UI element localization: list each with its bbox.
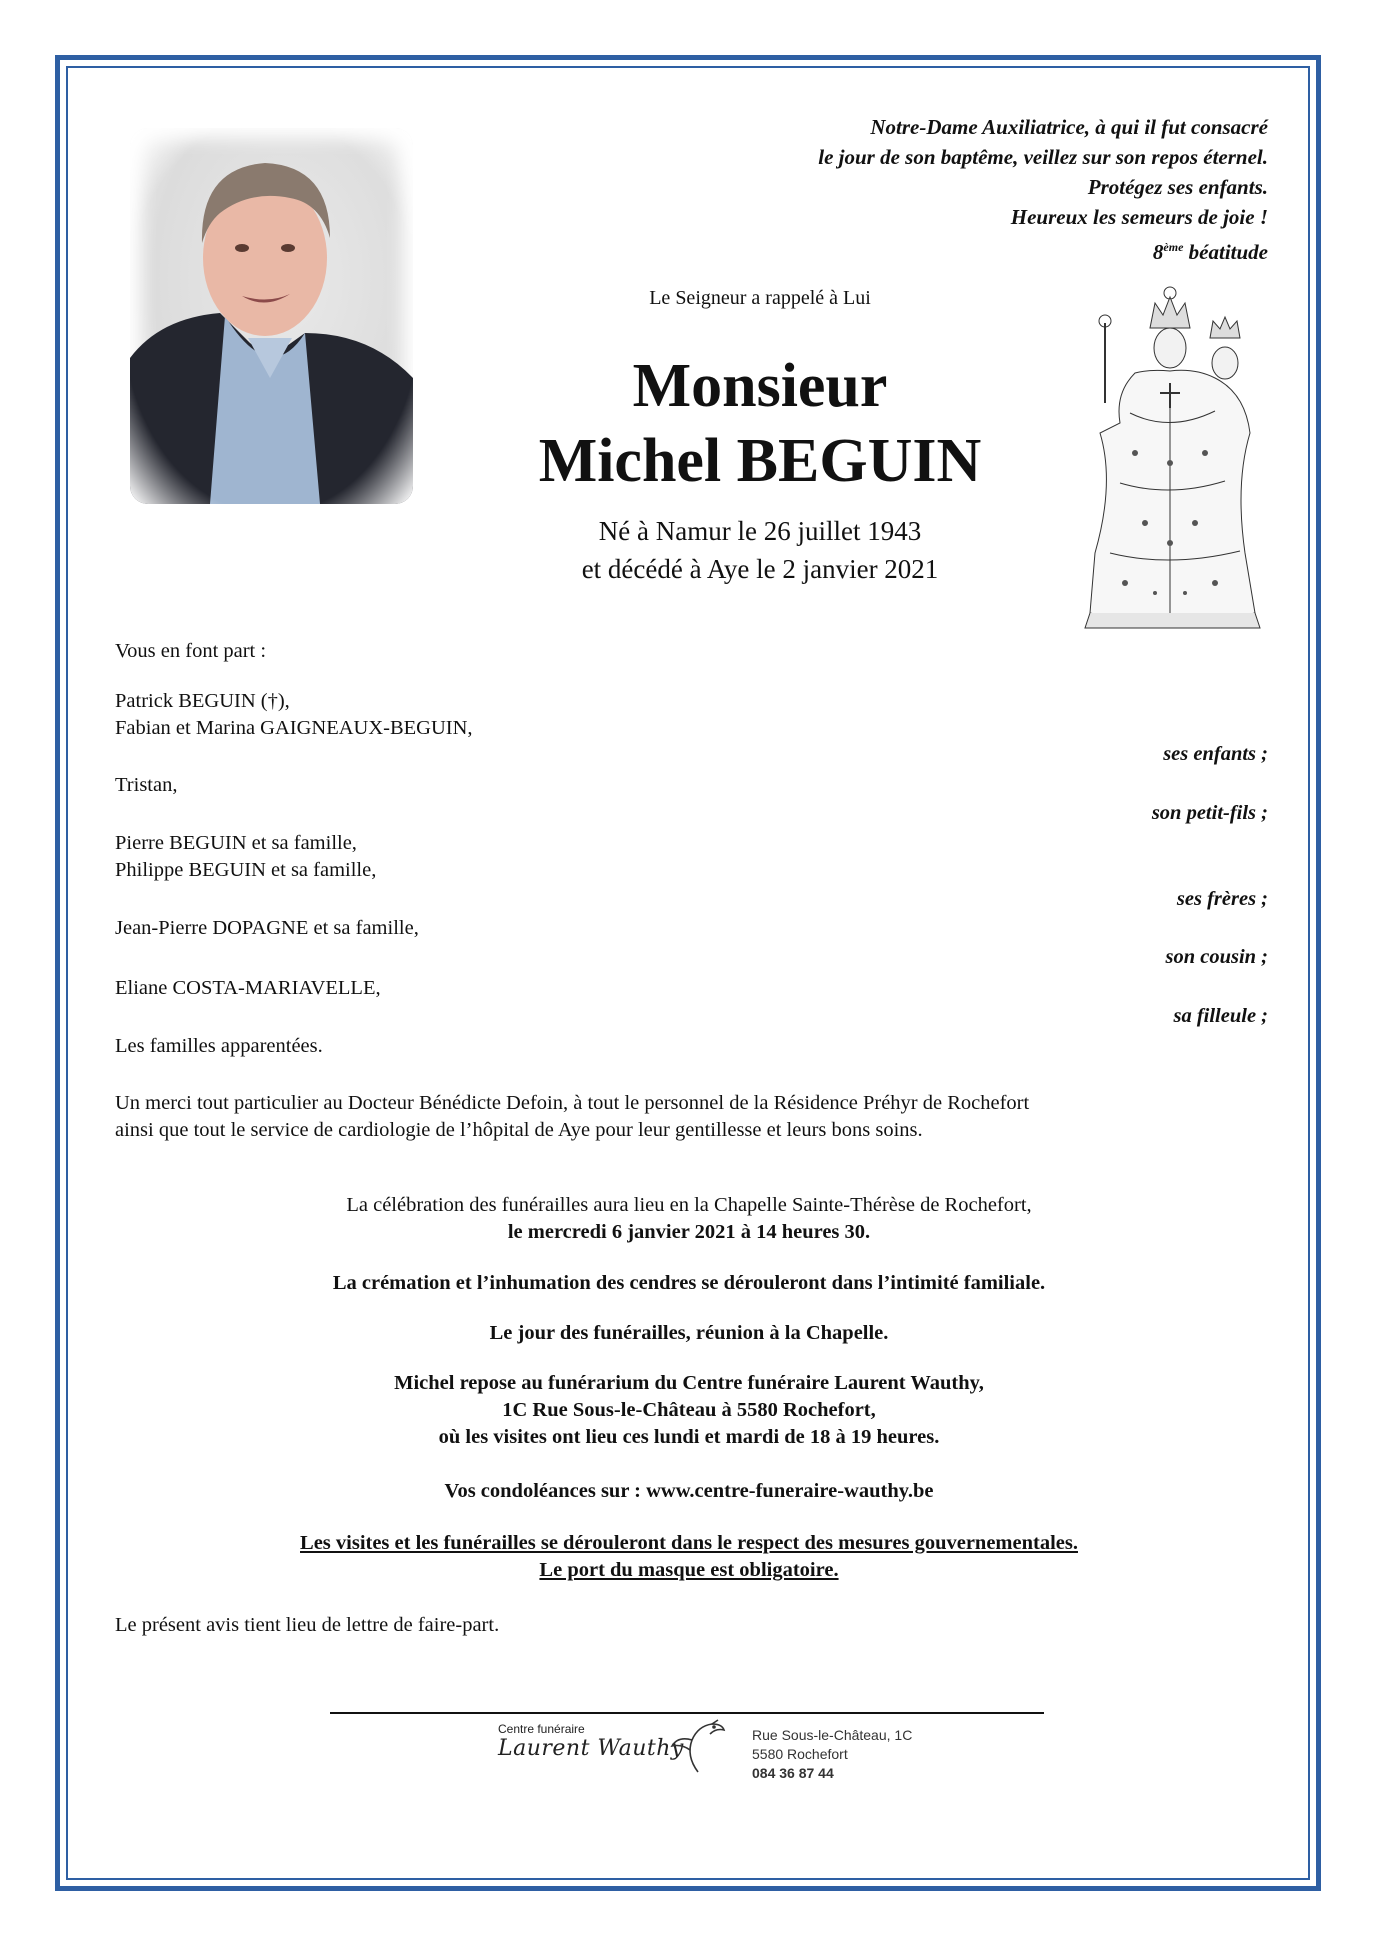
title-monsieur: Monsieur: [632, 352, 888, 420]
prayer-quote: [568, 112, 1268, 267]
family-name: Tristan,: [115, 774, 178, 796]
madonna-engraving: [1075, 283, 1265, 643]
quote-line: Heureux les semeurs de joie !: [1010, 205, 1268, 229]
rappel-text: Le Seigneur a rappelé à Lui: [649, 287, 871, 309]
condolences-info: Vos condoléances sur : www.centre-funeraire-wauthy.be: [444, 1480, 934, 1502]
address-city: 5580 Rochefort: [752, 1746, 848, 1762]
dove-icon: [668, 1716, 728, 1774]
family-name: Patrick BEGUIN (†),: [115, 690, 290, 712]
portrait-illustration: [130, 128, 413, 504]
family-group-grandson: [115, 772, 1268, 799]
birth-death-info: [440, 512, 1080, 588]
relation-label: son cousin ;: [1165, 946, 1268, 968]
logo-small-text: Centre funéraire: [498, 1722, 585, 1736]
covid-line: Le port du masque est obligatoire.: [539, 1559, 839, 1581]
funerarium-info: [110, 1370, 1268, 1451]
ceremony-date: le mercredi 6 janvier 2021 à 14 heures 30.: [507, 1221, 871, 1243]
covid-line: Les visites et les funérailles se dérouleront dans le respect des mesures gouvernementales.: [300, 1532, 1078, 1554]
family-group-children: [115, 688, 1268, 742]
thanks-line: ainsi que tout le service de cardiologie de l’hôpital de Aye pour leur gentillesse et leurs bons soins.: [115, 1119, 923, 1141]
portrait-photo: [130, 128, 413, 504]
ceremony-info: [110, 1192, 1268, 1246]
family-closing: Les familles apparentées.: [115, 1035, 323, 1057]
family-name: Fabian et Marina GAIGNEAUX-BEGUIN,: [115, 717, 473, 739]
logo-script-text: Laurent Wauthy: [498, 1736, 684, 1761]
faire-part-note: Le présent avis tient lieu de lettre de faire-part.: [115, 1614, 500, 1636]
funerarium-line: où les visites ont lieu ces lundi et mardi de 18 à 19 heures.: [438, 1426, 940, 1448]
funerarium-line: Michel repose au funérarium du Centre funéraire Laurent Wauthy,: [394, 1372, 984, 1394]
covid-notice: [110, 1530, 1268, 1584]
family-group-brothers: [115, 830, 1268, 884]
thanks-paragraph: [115, 1090, 1268, 1144]
quote-line: le jour de son baptême, veillez sur son repos éternel.: [818, 145, 1268, 169]
cremation-info: La crémation et l’inhumation des cendres se dérouleront dans l’intimité familiale.: [332, 1272, 1046, 1294]
quote-line: [568, 232, 1268, 267]
relation-label: ses enfants ;: [1163, 743, 1268, 765]
relation-label: son petit-fils ;: [1151, 802, 1268, 824]
reunion-info: Le jour des funérailles, réunion à la Chapelle.: [489, 1322, 889, 1344]
family-name: Pierre BEGUIN et sa famille,: [115, 832, 357, 854]
footer-line: [330, 1712, 1044, 1714]
family-name: Philippe BEGUIN et sa famille,: [115, 859, 377, 881]
quote-superscript: ème: [1163, 240, 1184, 254]
relation-label: ses frères ;: [1176, 888, 1268, 910]
birth-line: Né à Namur le 26 juillet 1943: [598, 516, 922, 546]
family-group-cousin: [115, 915, 1268, 942]
family-intro: Vous en font part :: [115, 640, 267, 662]
death-line: et décédé à Aye le 2 janvier 2021: [581, 554, 939, 584]
ceremony-line: La célébration des funérailles aura lieu en la Chapelle Sainte-Thérèse de Rochefort,: [346, 1194, 1032, 1216]
funeral-home-address: [752, 1726, 912, 1783]
quote-beatitude: béatitude: [1183, 240, 1268, 264]
family-group-goddaughter: [115, 975, 1268, 1002]
quote-line: Notre-Dame Auxiliatrice, à qui il fut consacré: [870, 115, 1268, 139]
address-street: Rue Sous-le-Château, 1C: [752, 1727, 913, 1743]
funerarium-line: 1C Rue Sous-le-Château à 5580 Rochefort,: [502, 1399, 876, 1421]
phone-number: 084 36 87 44: [752, 1765, 834, 1781]
title-name: Michel BEGUIN: [538, 427, 982, 495]
quote-line: Protégez ses enfants.: [1087, 175, 1268, 199]
family-name: Eliane COSTA-MARIAVELLE,: [115, 977, 381, 999]
funeral-home-logo: [498, 1722, 684, 1761]
relation-label: sa filleule ;: [1173, 1005, 1268, 1027]
family-name: Jean-Pierre DOPAGNE et sa famille,: [115, 917, 419, 939]
quote-number: 8: [1152, 240, 1164, 264]
thanks-line: Un merci tout particulier au Docteur Bénédicte Defoin, à tout le personnel de la Résidence Préhyr de Rochefort: [115, 1092, 1030, 1114]
